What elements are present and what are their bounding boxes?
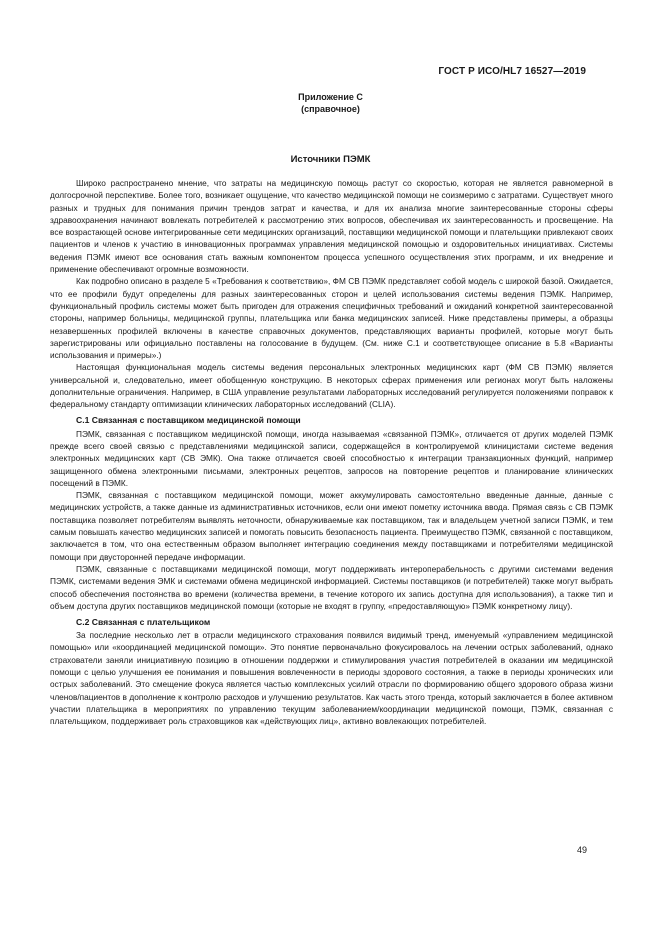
section-c1-paragraph: ПЭМК, связанная с поставщиком медицинской помощи, иногда называемая «связанной ПЭМК», отличается от других моделей ПЭМК прежде всего своей связью с представлениями медицинской записи, содержащейся в контролируемой клиницистами системе ведения электронных медицинских карт (СВ ЭМК). Она также отличается своей способностью к интеграции транзакционных функций, например защищенного обмена электронными письмами, электронных рецептов, запросов на повторение рецептов и планирование клинических посещений в ПЭМК. (50, 428, 613, 488)
page-title: Источники ПЭМК (290, 154, 371, 165)
section-c1-paragraph: ПЭМК, связанные с поставщиками медицинской помощи, могут поддерживать интероперабельность с другими системами ведения ПЭМК, системами ведения ЭМК и системами обмена медицинской информацией. Системы поставщиков (и потребителей) также могут выбрать способ обеспечения постоянства во времени (количества времени, в течение которого их запись доступна для использования), а также тип и объем доступа других поставщиков медицинской помощи (которые не входят в группу, «предоставляющую» ПЭМК конкретному лицу). (50, 563, 613, 611)
section-heading-c1: С.1 Связанная с поставщиком медицинской помощи (76, 415, 301, 426)
page-number: 49 (576, 845, 587, 855)
intro-paragraph: Настоящая функциональная модель системы ведения персональных электронных медицинских карт (ФМ СВ ПЭМК) является универсальной и, следовательно, имеет обобщенную конструкцию. В некоторых сферах применения или регионах могут быть наложены дополнительные ограничения. Например, в США управление результатами лабораторных исследований регулируется положениями поправок к федеральному стандарту оптимизации клинических лабораторных исследований (CLIA). (50, 362, 613, 410)
appendix-title: Приложение С (298, 92, 363, 102)
section-heading-c2: С.2 Связанная с плательщиком (76, 616, 211, 627)
intro-paragraph: Широко распространено мнение, что затраты на медицинскую помощь растут со скоростью, которая не является равномерной в долгосрочной перспективе. Более того, возникает ощущение, что качество медицинской помощи не соизмеримо с затратами. Существует много разных и трудных для понимания причин трендов затрат и качества, и для их анализа многие заинтересованные стороны сферы здравоохранения начинают вовлекать потребителей к рассмотрению этих вопросов, обеспечивая их заинтересованность и просвещение. На все возрастающей основе интегрированные сети медицинских организаций, поставщики медицинской помощи и плательщики привлекают своих пациентов и членов к участию в инновационных программах управления медицинской помощью и оздоровительных инициативах. Системы ведения ПЭМК имеют все основания стать важным компонентом процесса успешного осуществления этих программ, и их внедрение и применение обеспечивают огромные возможности. (50, 178, 613, 275)
section-c2-paragraph: За последние несколько лет в отрасли медицинского страхования появился видимый тренд, именуемый «управлением медицинской помощью» или «координацией медицинской помощи». Это понятие первоначально фокусировалось на лечении острых заболеваний, однако страхователи заняли инициативную позицию в отношении поддержки и стимулирования участия потребителей в оказании им медицинской помощи с целью улучшения ее понимания и повышения вовлеченности в периоды здорового состояния, а также в периоды хронических или острых заболеваний. Это смещение фокуса является частью комплексных усилий отрасли по формированию общего здорового образа жизни членов/пациентов в дополнение к контролю расходов и улучшению результатов. Как часть этого тренда, который заключается в более активном участии плательщика в мероприятиях по управлению текущим заболеванием/координации медицинской помощи, ПЭМК, связанная с плательщиком, поддерживает роль страховщиков как «действующих лиц», активно вовлекающих потребителей. (50, 630, 613, 727)
intro-paragraph: Как подробно описано в разделе 5 «Требования к соответствию», ФМ СВ ПЭМК представляет собой модель с широкой базой. Ожидается, что ее профили будут определены для разных заинтересованных сторон и целей использования системы ведения ПЭМК. Например, функциональный профиль системы может быть пригоден для отражения специфичных требований и ожиданий конкретной заинтересованной стороны, например больницы, медицинской группы, плательщика или банка медицинских записей. Ниже представлены примеры, а образцы незавершенных профилей включены в качестве справочных документов, представляющих варианты профилей, которые могут быть зарегистрированы или официально поставлены на голосование в будущем. (См. ниже С.1 и соответствующее описание в 5.8 «Варианты использования и примеры».) (50, 276, 613, 361)
appendix-type: (справочное) (301, 104, 360, 114)
standard-header: ГОСТ Р ИСО/HL7 16527—2019 (438, 66, 586, 77)
document-body (50, 177, 613, 727)
section-c1-paragraph: ПЭМК, связанная с поставщиком медицинской помощи, может аккумулировать самостоятельно введенные данные, данные с медицинских устройств, а также данные из административных источников, если они имеют пометку источника ввода. Прямая связь с СВ ПЭМК поставщика позволяет потребителям выявлять неточности, обнаруживаемые как поставщиком, так и владельцем учетной записи ПЭМК, и тем самым повышать качество медицинских записей и помогать повысить безопасность пациента. Преимущество ПЭМК, связанной с поставщиком, заключается в том, что она естественным образом выполняет интеграцию соединения между поставщиками и потребителями медицинской помощи при двусторонней передаче информации. (50, 490, 613, 562)
appendix-label (0, 91, 661, 115)
